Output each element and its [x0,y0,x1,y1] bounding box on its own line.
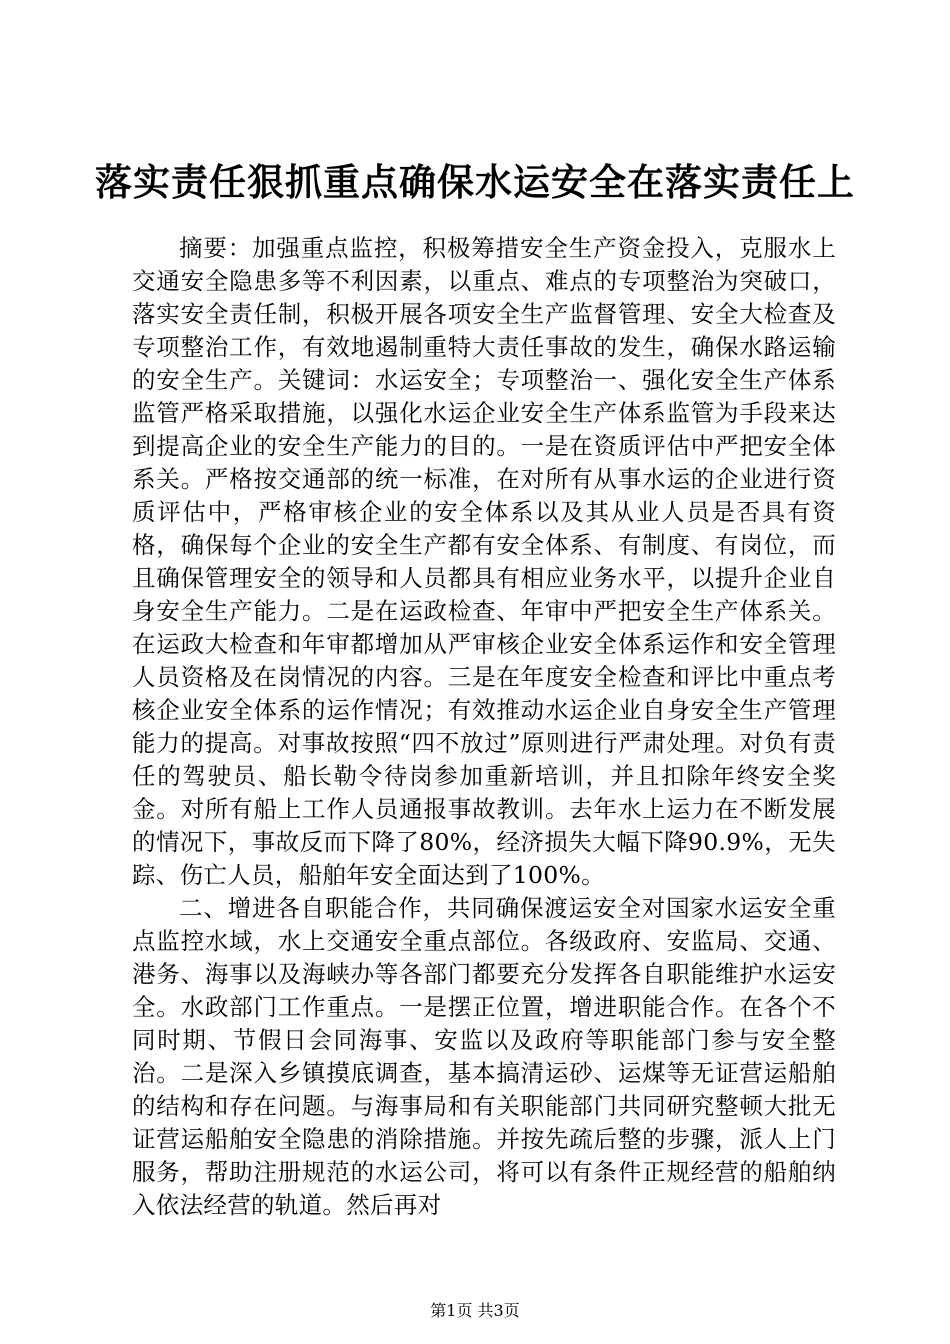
document-body [132,232,836,1222]
document-title: 落实责任狠抓重点确保水运安全在落实责任上 [95,160,855,204]
body-paragraph-2: 二、增进各自职能合作，共同确保渡运安全对国家水运安全重点监控水域，水上交通安全重点部位。各级政府、安监局、交通、港务、海事以及海峡办等各部门都要充分发挥各自职能维护水运安全。水政部门工作重点。一是摆正位置，增进职能合作。在各个不同时期、节假日会同海事、安监以及政府等职能部门参与安全整治。二是深入乡镇摸底调查，基本搞清运砂、运煤等无证营运船舶的结构和存在问题。与海事局和有关职能部门共同研究整顿大批无证营运船舶安全隐患的消除措施。并按先疏后整的步骤，派人上门服务，帮助注册规范的水运公司，将可以有条件正规经营的船舶纳入依法经营的轨道。然后再对 [132,894,836,1219]
body-paragraph-1: 摘要：加强重点监控，积极筹措安全生产资金投入，克服水上交通安全隐患多等不利因素，以重点、难点的专项整治为突破口，落实安全责任制，积极开展各项安全生产监督管理、安全大检查及专项整治工作，有效地遏制重特大责任事故的发生，确保水路运输的安全生产。关键词：水运安全；专项整治一、强化安全生产体系监管严格采取措施，以强化水运企业安全生产体系监管为手段来达到提高企业的安全生产能力的目的。一是在资质评估中严把安全体系关。严格按交通部的统一标准，在对所有从事水运的企业进行资质评估中，严格审核企业的安全体系以及其从业人员是否具有资格，确保每个企业的安全生产都有安全体系、有制度、有岗位，而且确保管理安全的领导和人员都具有相应业务水平，以提升企业自身安全生产能力。二是在运政检查、年审中严把安全生产体系关。在运政大检查和年审都增加从严审核企业安全体系运作和安全管理人员资格及在岗情况的内容。三是在年度安全检查和评比中重点考核企业安全体系的运作情况；有效推动水运企业自身安全生产管理能力的提高。对事故按照“四不放过”原则进行严肃处理。对负有责任的驾驶员、船长勒令待岗参加重新培训，并且扣除年终安全奖金。对所有船上工作人员通报事故教训。去年水上运力在不断发展的情况下，事故反而下降了80%，经济损失大幅下降90.9%，无失踪、伤亡人员，船舶年安全面达到了100%。 [132,234,836,889]
page-footer: 第1页 共3页 [430,1301,520,1320]
